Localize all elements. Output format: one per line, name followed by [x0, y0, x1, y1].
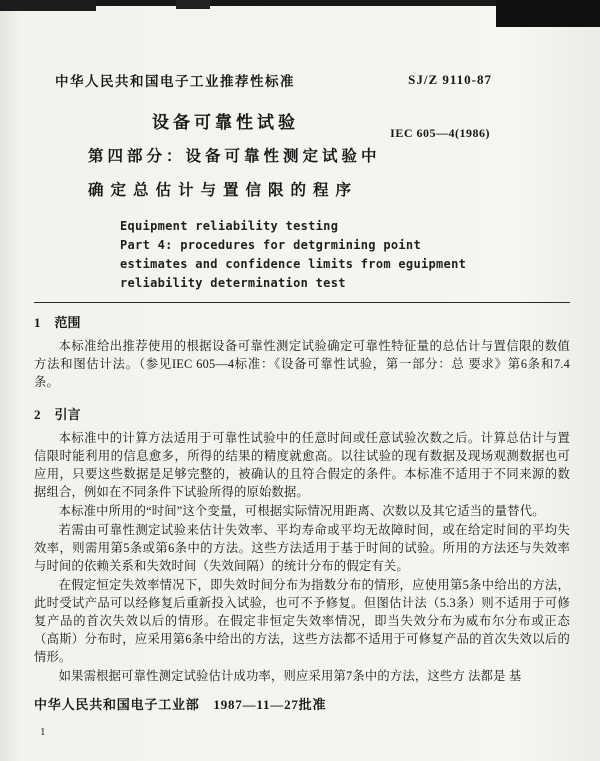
- paragraph: 本标准中的计算方法适用于可靠性试验中的任意时间或任意试验次数之后。计算总估计与置信限时能利用的信息愈多，所得的结果的精度就愈高。以往试验的现有数据及现场观测数据也可应用，只要这些数据是足够完整的，被确认的且符合假定的条件。本标准不适用于不同来源的数据组合，例如在不同条件下试验所得的原始数据。: [34, 431, 570, 499]
- iec-reference-number: IEC 605—4(1986): [390, 126, 490, 140]
- paragraph: 如果需根据可靠性测定试验估计成功率，则应采用第7条中的方法，这些方 法都是 基: [58, 669, 522, 683]
- header-divider: [34, 302, 570, 303]
- scan-artifact-top-middle: [176, 0, 210, 9]
- approval-line: 中华人民共和国电子工业部 1987—11—27批准: [34, 697, 327, 712]
- page-number: 1: [40, 726, 46, 738]
- paragraph: 在假定恒定失效率情况下，即失效时间分布为指数分布的情形，应使用第5条中给出的方法，此时受试产品可以经修复后重新投入试验，也可不予修复。但图估计法（5.3条）则不适用于可修复产品的首次失效以后的情形。在假定非恒定失效率情况，即当失效分布为威布尔分布或正态（高斯）分布时，应采用第6条中给出的方法，这些方法都不适用于可修复产品的首次失效以后的情形。: [34, 578, 570, 664]
- document-header: [34, 70, 570, 293]
- paragraph: 本标准给出推荐使用的根据设备可靠性测定试验确定可靠性特征量的总估计与置信限的数值方法和图估计法。（参见IEC 605—4标准：《设备可靠性试验，第一部分：总 要求》第6条和7.4条。: [34, 339, 570, 389]
- standard-number: SJ/Z 9110-87: [408, 72, 492, 87]
- title-line-2: 第四部分：设备可靠性测定试验中: [88, 148, 381, 165]
- page-footer: [34, 694, 570, 738]
- english-title-line: Equipment reliability testing: [120, 219, 339, 233]
- section-heading: [34, 404, 570, 423]
- section-scope: [34, 312, 570, 391]
- title-line-3: 确定总估计与置信限的程序: [88, 182, 359, 199]
- section-introduction: [34, 404, 570, 685]
- scan-artifact-top-right: [496, 0, 600, 27]
- section-title: 范围: [54, 315, 81, 330]
- english-title-block: [120, 217, 570, 293]
- page-content: [34, 70, 570, 738]
- section-number: 1: [34, 315, 41, 330]
- english-title-line: estimates and confidence limits from eguipment: [120, 257, 467, 271]
- section-number: 2: [34, 407, 41, 422]
- scan-artifact-top-left: [0, 0, 96, 11]
- paragraph: 本标准中所用的“时间”这个变量，可根据实际情况用距离、次数以及其它适当的量替代。: [58, 504, 545, 518]
- section-heading: [34, 312, 570, 331]
- english-title-line: Part 4: procedures for detgrmining point: [120, 238, 421, 252]
- english-title-line: reliability determination test: [120, 276, 346, 290]
- standard-org-title: 中华人民共和国电子工业推荐性标准: [55, 74, 295, 89]
- paragraph: 若需由可靠性测定试验来估计失效率、平均寿命或平均无故障时间，或在给定时间的平均失效率，则需用第5条或第6条中的方法。这些方法适用于基于时间的试验。所用的方法还与失效率与时间的依赖关系和失效时间（失效间隔）的统计分布的假定有关。: [34, 523, 570, 573]
- title-line-1: 设备可靠性试验: [152, 113, 299, 132]
- section-title: 引言: [54, 407, 81, 422]
